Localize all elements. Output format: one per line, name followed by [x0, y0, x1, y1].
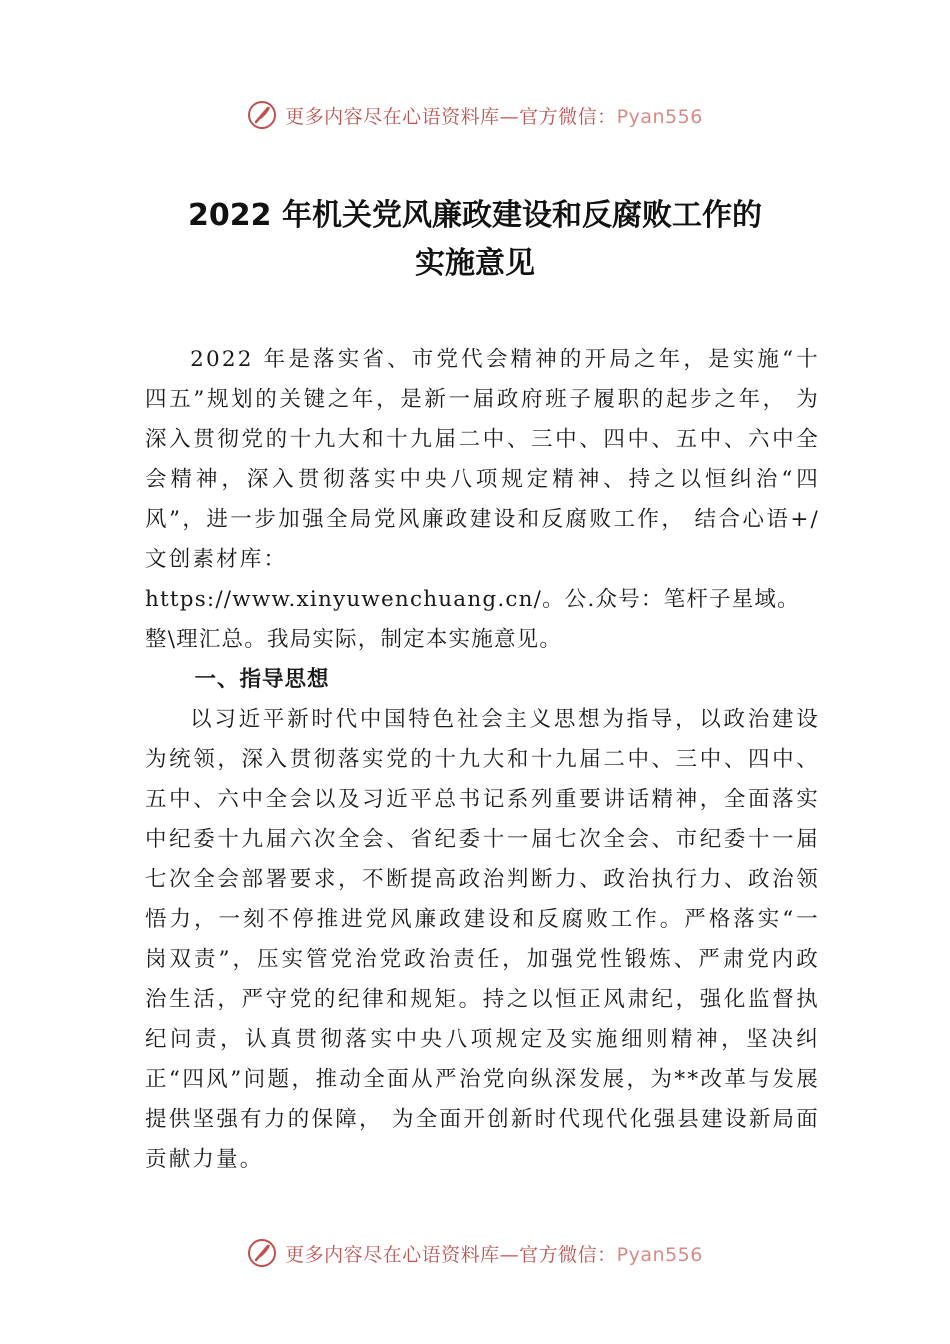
footer-banner-text: [285, 1240, 703, 1267]
document-title: [100, 192, 850, 288]
url-line: https://www.xinyuwenchuang.cn/。公.众号：笔杆子星域。: [145, 587, 800, 612]
section1-paragraph: 以习近平新时代中国特色社会主义思想为指导，以政治建设为统领，深入贯彻落实党的十九大和十九届二中、三中、四中、五中、六中全会以及习近平总书记系列重要讲话精神，全面落实中纪委十九届六次全会、省纪委十一届七次全会、市纪委十一届七次全会部署要求，不断提高政治判断力、政治执行力、政治领悟力，一刻不停推进党风廉政建设和反腐败工作。严格落实“一岗双责”，压实管党治党政治责任，加强党性锻炼、严肃党内政治生活，严守党的纪律和规矩。持之以恒正风肃纪，强化监督执纪问责，认真贯彻落实中央八项规定及实施细则精神，坚决纠正“四风”问题，推动全面从严治党向纵深发展，为**改革与发展提供坚强有力的保障， 为全面开创新时代现代化强县建设新局面贡献力量。: [145, 707, 820, 1172]
footer-banner-label: 更多内容尽在心语资料库—官方微信：: [285, 1243, 617, 1266]
header-banner-label: 更多内容尽在心语资料库—官方微信：: [285, 105, 617, 128]
header-banner: [0, 95, 950, 135]
intro-end: 整\理汇总。我局实际，制定本实施意见。: [145, 627, 563, 652]
footer-wechat-id: Pyan556: [616, 1243, 703, 1266]
footer-banner: [0, 1233, 950, 1273]
quill-logo-icon: [247, 1238, 277, 1268]
section1-heading: 一、指导思想: [194, 667, 330, 692]
header-wechat-id: Pyan556: [616, 105, 703, 128]
document-body: [145, 340, 820, 1180]
document-title-line2: 实施意见: [415, 246, 535, 281]
document-title-line1: 2022 年机关党风廉政建设和反腐败工作的: [188, 198, 762, 233]
header-banner-text: [285, 102, 703, 129]
quill-logo-icon: [247, 100, 277, 130]
intro-paragraph: 2022 年是落实省、市党代会精神的开局之年，是实施“十四五”规划的关键之年，是新一届政府班子履职的起步之年， 为深入贯彻党的十九大和十九届二中、三中、四中、五中、六中全会精神，深入贯彻落实中央八项规定精神、持之以恒纠治“四风”，进一步加强全局党风廉政建设和反腐败工作， 结合心语+/文创素材库：: [145, 347, 820, 572]
